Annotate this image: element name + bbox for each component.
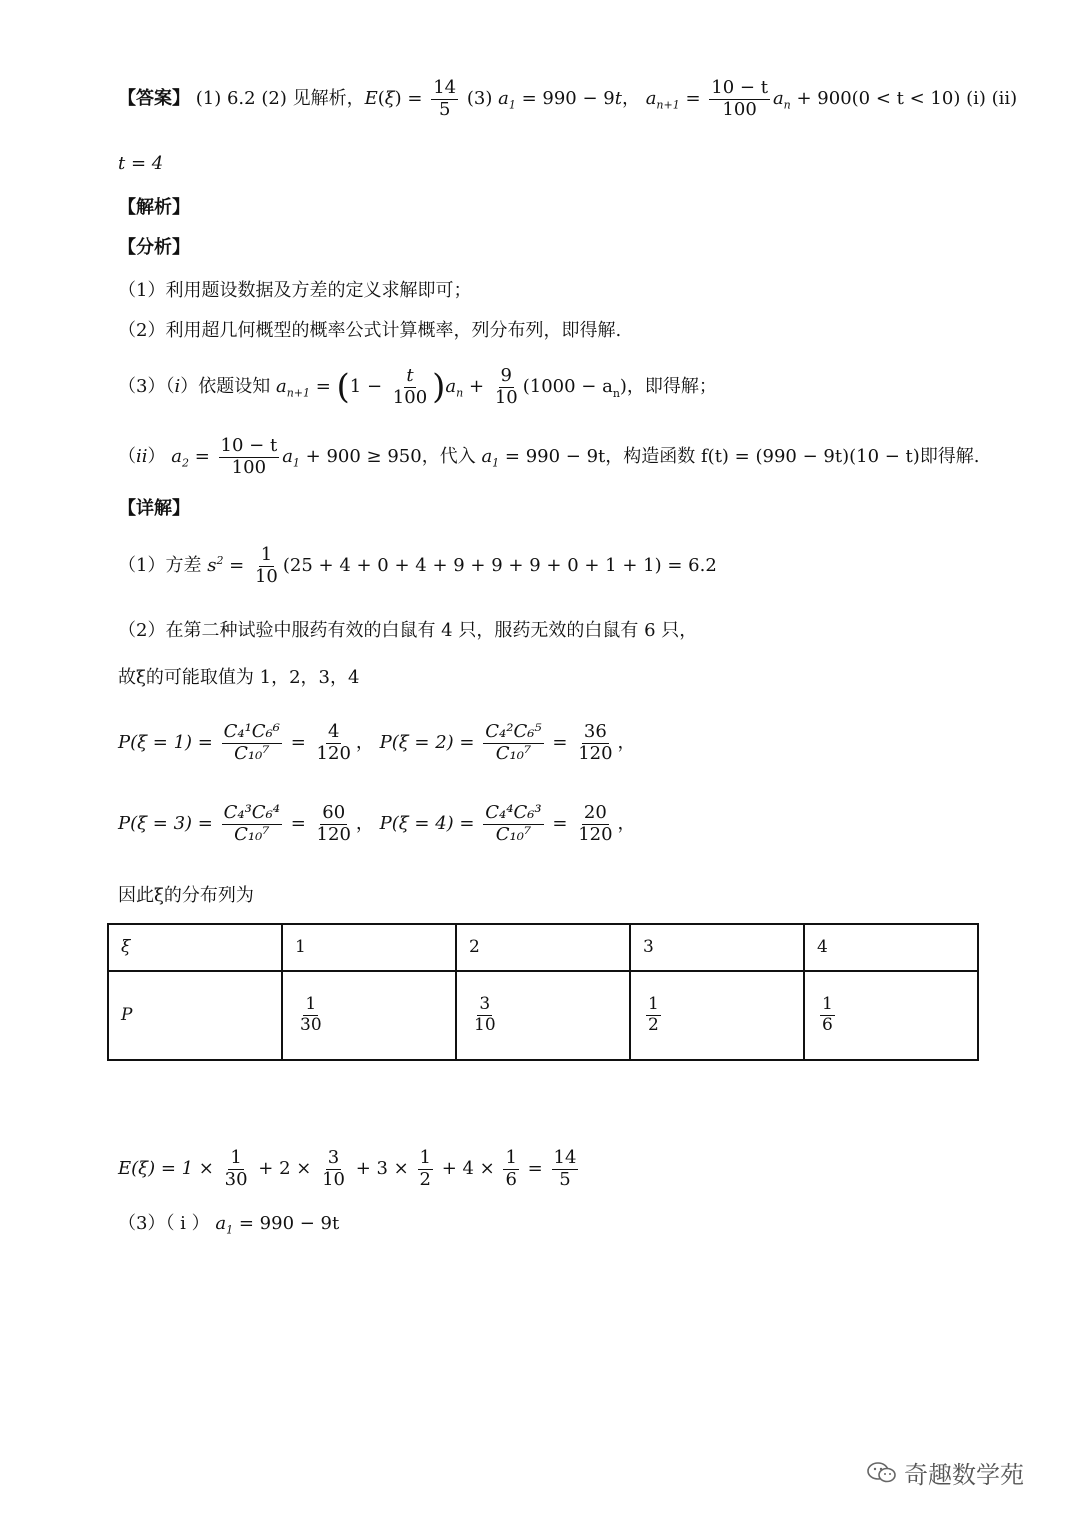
denominator: C₁₀⁷ (495, 742, 532, 764)
detail-3: 故ξ的可能取值为 1，2，3，4 (118, 667, 360, 688)
p1-lhs: P(ξ = 1) = (118, 732, 213, 754)
denominator: C₁₀⁷ (495, 823, 532, 845)
prob-line-1: P(ξ = 1) = $\frac{\text{C₄¹C₆⁶}}{\text{C₁₀⁷}}$ = $\frac{4}{120}$ ， P(ξ = 2) = $\frac{\text{C₄²C₆⁵}}{\text{C₁₀⁷}}$ = $\frac{36}{120}$ ， (118, 721, 636, 764)
p1-value (315, 722, 353, 764)
numerator: 1 (822, 994, 833, 1015)
numerator: 1 (305, 994, 317, 1015)
function-f: f(t) = (990 − 9t)(10 − t) (701, 446, 920, 468)
p2-value (576, 722, 614, 764)
a1-symbol-2: $a_1$ (481, 446, 500, 470)
t-over-100 (391, 366, 429, 408)
recurrence-fraction (709, 78, 770, 120)
p3-comb (222, 803, 282, 845)
denominator: C₁₀⁷ (234, 823, 270, 845)
p4-value (576, 803, 614, 845)
numerator: 1 (230, 1147, 242, 1168)
numerator: 36 (583, 721, 607, 742)
nine-tenths (493, 366, 520, 408)
an1-symbol (645, 88, 680, 112)
ex-frac-4 (503, 1148, 518, 1190)
roman-ii: ii (136, 446, 148, 468)
comma: ， (617, 813, 636, 835)
analysis-1: （1）利用题设数据及方差的定义求解即可； (118, 280, 472, 301)
analysis-3: （3）（i）依题设知 $a_{n+1} = (1$ − $\frac{t}{100}$ )$a_n$ + $\frac{9}{10}$ $(1000 - a_n)$，即得解； (118, 365, 717, 408)
subscript: n (783, 98, 791, 112)
an-symbol: $a_n$ (772, 88, 791, 112)
p3-lhs: P(ξ = 3) = (118, 813, 213, 835)
denominator: 6 (505, 1168, 517, 1190)
ex-op-3: + 3 × (355, 1158, 409, 1180)
a-letter: a (645, 88, 657, 110)
comma: ， (617, 732, 636, 754)
analysis-2: （2）利用超几何概型的概率公式计算概率，列分布列，即得解. (118, 320, 622, 341)
numerator: 3 (327, 1147, 340, 1168)
answer-label: 【答案】 (118, 88, 190, 110)
denominator: 5 (438, 98, 451, 120)
see-analysis: 见解析， (292, 88, 365, 110)
numerator: C₄³C₆⁴ (223, 802, 281, 823)
numerator: C₄¹C₆⁶ (223, 721, 281, 742)
detail-2: （2）在第二种试验中服药有效的白鼠有 4 只，服药无效的白鼠有 6 只， (118, 620, 698, 641)
denominator: 10 (254, 565, 278, 587)
inequality: + 900 ≥ 950，代入 (305, 446, 476, 468)
table-cell (282, 971, 456, 1060)
denominator: C₁₀⁷ (234, 742, 270, 764)
analysis-4: （ii） $a_2$ = $\frac{10 - t}{100}$ $a_1 + 900 \ge 950$，代入 $a_1 = 990 - 9t$，构造函数 f(t) = (990 − 9t)(10 − t)即得解. (118, 435, 980, 478)
denominator: 10 (474, 1014, 496, 1035)
numerator: 10 − t (220, 435, 278, 456)
table-row (108, 971, 978, 1060)
a-letter: a (215, 1213, 227, 1234)
table-cell (804, 971, 978, 1060)
numerator: 14 (553, 1147, 577, 1168)
t-var: t (614, 88, 622, 110)
prefix: （3）（ (118, 376, 175, 398)
prob-fraction (298, 995, 324, 1035)
ex-lhs: E(ξ) = 1 × (118, 1158, 214, 1180)
one-tenth (253, 545, 280, 587)
numerator: 1 (648, 994, 659, 1015)
distribution-table (107, 923, 979, 1061)
an1-symbol: $a_{n+1}$ (275, 376, 310, 400)
s-letter: s (207, 555, 217, 577)
wechat-icon (866, 1460, 898, 1486)
table-cell: 3 (630, 924, 804, 971)
denominator: 10 (494, 386, 518, 408)
prefix: （1）方差 (118, 555, 202, 577)
table-header-p: P (108, 971, 282, 1060)
denominator: 100 (722, 98, 757, 120)
denominator: 2 (648, 1014, 659, 1035)
numerator: 4 (328, 721, 340, 742)
ex-op-4: + 4 × (441, 1158, 495, 1180)
a1-rhs: = 990 − 9t，构造函数 (504, 446, 696, 468)
subscript: n+1 (656, 98, 680, 112)
numerator: 3 (479, 994, 491, 1015)
paren-expr: (1000 − a (522, 376, 613, 398)
p2-comb (483, 722, 543, 764)
prefix: （ (118, 446, 136, 468)
denominator: 6 (822, 1014, 833, 1035)
denominator: 30 (300, 1014, 322, 1035)
watermark (866, 1455, 1024, 1490)
p3-value (315, 803, 353, 845)
denominator: 2 (419, 1168, 431, 1190)
jiexi-heading: 【解析】 (118, 197, 190, 218)
table-cell: 4 (804, 924, 978, 971)
a1-rhs: = 990 − 9 (521, 88, 615, 110)
table-cell (630, 971, 804, 1060)
end-text: 即得解. (919, 446, 980, 468)
table-cell (456, 971, 630, 1060)
variance-value: 6.2 (226, 88, 256, 110)
p4-lhs: P(ξ = 4) = (379, 813, 475, 835)
ex-frac-2 (320, 1148, 347, 1190)
expectation-fraction (431, 78, 458, 120)
recurrence-fraction (219, 436, 280, 478)
s-squared: $s^2$ (207, 554, 224, 577)
e-symbol: E (364, 88, 378, 110)
equals: = (527, 1158, 543, 1180)
prob-fraction (646, 995, 661, 1035)
part-ii: (ii) (991, 88, 1018, 110)
numerator: 9 (500, 365, 512, 386)
prob-fraction (820, 995, 835, 1035)
denominator: 10 (322, 1168, 345, 1190)
xiangjie-heading: 【详解】 (118, 498, 190, 519)
recurrence-rest: + 900(0 < t < 10) (796, 88, 961, 110)
numerator: C₄⁴C₆³ (485, 802, 542, 823)
numerator: 60 (322, 802, 346, 823)
ex-frac-3 (418, 1148, 433, 1190)
denominator: 120 (578, 823, 613, 845)
end-text: )，即得解； (619, 376, 717, 398)
a1-symbol: $a_1$ (215, 1213, 234, 1237)
part-1: (1) (195, 88, 222, 110)
variance-sum: (25 + 4 + 0 + 4 + 9 + 9 + 9 + 0 + 1 + 1) = 6.2 (282, 555, 717, 577)
table-header-xi: ξ (108, 924, 282, 971)
part-i: (i) (966, 88, 986, 110)
mid-text: ） (147, 446, 166, 468)
expectation-line (118, 1148, 581, 1190)
table-row (108, 924, 978, 971)
numerator: t (406, 365, 414, 386)
numerator: 14 (433, 77, 457, 98)
detail-1: （1）方差 $s^2$ = $\frac{1}{10}$ (25 + 4 + 0 + 4 + 9 + 9 + 9 + 0 + 1 + 1) = 6.2 (118, 544, 717, 587)
answer-line: 【答案】 (1) 6.2 (2) 见解析，E(ξ) = $\frac{14}{5}$ (3) $a_1 = 990 - 9t$， $a_{n+1}$ = $\frac{10 - t}{100}$ $a_n + 900(0 < t < 10)$ (i) (ii) (118, 77, 1018, 120)
table-cell: 1 (282, 924, 456, 971)
denominator: 100 (392, 386, 428, 408)
denominator: 100 (231, 456, 267, 478)
one-minus: 1 − (349, 376, 383, 398)
a2-symbol: $a_2$ (171, 446, 189, 470)
subscript: n (612, 386, 620, 400)
left-paren: ( (336, 366, 350, 407)
prob-line-2: P(ξ = 3) = $\frac{\text{C₄³C₆⁴}}{\text{C₁₀⁷}}$ = $\frac{60}{120}$ ， P(ξ = 4) = $\frac{\text{C₄⁴C₆³}}{\text{C₁₀⁷}}$ = $\frac{20}{120}$ ， (118, 802, 636, 845)
denominator: 120 (316, 823, 351, 845)
comma: ， (355, 813, 374, 835)
denominator: 120 (316, 742, 351, 764)
denominator: 120 (578, 742, 613, 764)
numerator: 1 (419, 1147, 431, 1168)
numerator: 20 (583, 802, 607, 823)
watermark-text: 奇趣数学苑 (904, 1461, 1024, 1489)
denominator: 30 (224, 1168, 248, 1190)
denominator: 5 (559, 1168, 571, 1190)
p1-comb (222, 722, 282, 764)
ex-frac-1 (223, 1148, 250, 1190)
comma: ， (355, 732, 374, 754)
a1-symbol: $a_1$ (498, 88, 516, 112)
ex-op-2: + 2 × (258, 1158, 312, 1180)
comma: ， (621, 88, 640, 110)
answer-t4: t = 4 (118, 153, 164, 174)
table-cell: 2 (456, 924, 630, 971)
mid-text: ）依题设知 (180, 376, 271, 398)
an-symbol: $a_n$ (445, 376, 464, 400)
numerator: 1 (260, 544, 273, 565)
a1-symbol: $a_1$ (282, 446, 300, 470)
part-2: (2) (261, 88, 287, 110)
prefix: （3）（ i ） (118, 1213, 210, 1234)
ex-result (552, 1148, 579, 1190)
p2-lhs: P(ξ = 2) = (379, 732, 475, 754)
xi-symbol: ξ (384, 88, 395, 110)
numerator: 10 − t (711, 77, 768, 98)
a1-rhs: = 990 − 9t (238, 1213, 340, 1234)
numerator: 1 (505, 1147, 517, 1168)
last-line (118, 1213, 339, 1237)
roman-i: i (174, 376, 181, 398)
dist-intro: 因此ξ的分布列为 (118, 885, 254, 906)
part-3: (3) (466, 88, 493, 110)
fenxi-heading: 【分析】 (118, 237, 190, 258)
numerator: C₄²C₆⁵ (485, 721, 542, 742)
p4-comb (483, 803, 543, 845)
right-paren: ) (432, 366, 446, 407)
plus: + (468, 376, 485, 398)
prob-fraction (472, 995, 498, 1035)
